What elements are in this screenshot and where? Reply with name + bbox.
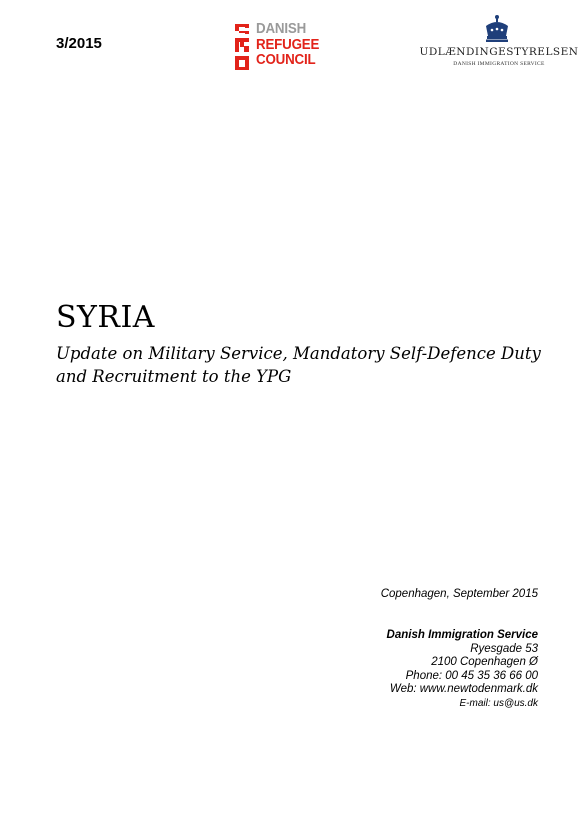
contact-phone: Phone: 00 45 35 36 66 00 bbox=[405, 669, 538, 682]
contact-city: 2100 Copenhagen Ø bbox=[431, 656, 538, 668]
crown-icon bbox=[482, 14, 512, 44]
document-title: SYRIA bbox=[56, 300, 155, 335]
subtitle-line-2: and Recruitment to the YPG bbox=[56, 367, 292, 386]
immigration-service-logo-subname: DANISH IMMIGRATION SERVICE bbox=[453, 61, 545, 67]
drc-logo-line-refugee: REFUGEE bbox=[256, 36, 320, 53]
contact-block bbox=[387, 629, 538, 710]
danish-refugee-council-logo bbox=[232, 22, 334, 72]
danish-immigration-service-logo bbox=[418, 14, 580, 70]
immigration-service-logo-name: UDLÆNDINGESTYRELSEN bbox=[419, 46, 579, 58]
contact-web: Web: www.newtodenmark.dk bbox=[389, 683, 538, 695]
drc-logo-line-council: COUNCIL bbox=[256, 52, 316, 68]
document-subtitle bbox=[56, 342, 556, 388]
subtitle-line-1: Update on Military Service, Mandatory Self-Defence Duty bbox=[56, 344, 541, 363]
place-and-date: Copenhagen, September 2015 bbox=[380, 588, 538, 600]
contact-email: E-mail: us@us.dk bbox=[459, 697, 538, 709]
report-number: 3/2015 bbox=[56, 35, 102, 52]
contact-street: Ryesgade 53 bbox=[470, 642, 538, 655]
drc-logo-mark bbox=[232, 22, 252, 72]
drc-logo-line-danish: DANISH bbox=[256, 21, 307, 37]
contact-organisation: Danish Immigration Service bbox=[386, 629, 538, 641]
